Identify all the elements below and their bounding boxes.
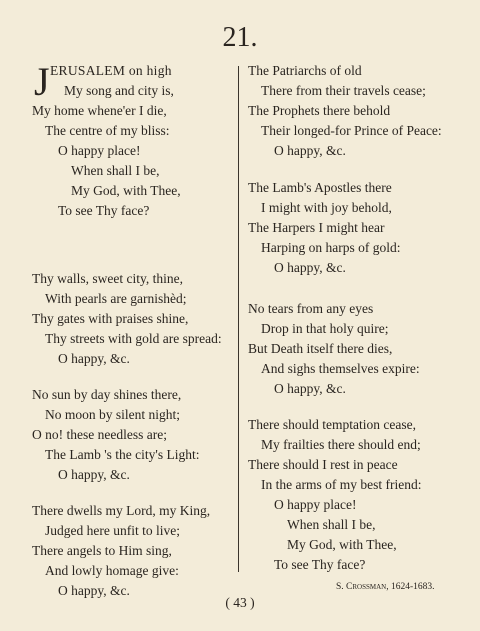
verse-line: O no! these needless are;: [32, 427, 167, 442]
verse-line: My song and city is,: [64, 83, 174, 98]
verse-line: O happy, &c.: [58, 467, 130, 482]
column-divider: [238, 66, 239, 572]
verse-line: The Harpers I might hear: [248, 220, 385, 235]
verse-line: There dwells my Lord, my King,: [32, 503, 211, 518]
verse-line: Judged here unfit to live;: [45, 523, 180, 538]
verse-line: But Death itself there dies,: [248, 341, 393, 356]
verse-line: To see Thy face?: [58, 203, 150, 218]
verse-line: O happy, &c.: [274, 381, 346, 396]
verse-line: There angels to Him sing,: [32, 543, 172, 558]
verse-line: The Patriarchs of old: [248, 63, 362, 78]
verse-line: Their longed-for Prince of Peace:: [261, 123, 442, 138]
attribution: [336, 582, 435, 592]
verse-line: There should temptation cease,: [248, 417, 416, 432]
attribution-dates: , 1624-1683.: [386, 582, 435, 592]
attribution-author: S. Crossman: [336, 582, 387, 592]
verse-line: The Lamb's Apostles there: [248, 180, 392, 195]
verse-line: O happy, &c.: [274, 143, 346, 158]
verse-line: There should I rest in peace: [248, 457, 398, 472]
verse-line: O happy, &c.: [58, 351, 130, 366]
verse-line: There from their travels cease;: [261, 83, 426, 98]
verse-line: Thy streets with gold are spread:: [45, 331, 222, 346]
verse-line: No tears from any eyes: [248, 301, 374, 316]
verse-line: And lowly homage give:: [45, 563, 179, 578]
verse-line: With pearls are garnishèd;: [45, 291, 187, 306]
verse-line: The Prophets there behold: [248, 103, 391, 118]
verse-line: In the arms of my best friend:: [261, 477, 422, 492]
verse-line: The centre of my bliss:: [45, 123, 170, 138]
page-number: ( 43 ): [225, 595, 255, 610]
verse-line: My God, with Thee,: [287, 537, 397, 552]
verse-line: My home whene'er I die,: [32, 103, 167, 118]
verse-line: Drop in that holy quire;: [261, 321, 389, 336]
verse-line: To see Thy face?: [274, 557, 366, 572]
verse-line: The Lamb 's the city's Light:: [45, 447, 200, 462]
verse-line: O happy place!: [58, 143, 141, 158]
verse-line: ERUSALEM on high: [50, 63, 172, 78]
verse-line: Harping on harps of gold:: [261, 240, 401, 255]
verse-line: O happy place!: [274, 497, 357, 512]
verse-line: O happy, &c.: [58, 583, 130, 598]
verse-line: No moon by silent night;: [45, 407, 180, 422]
hymn-number: 21.: [222, 22, 258, 53]
verse-line: Thy gates with praises shine,: [32, 311, 189, 326]
verse-line: Thy walls, sweet city, thine,: [32, 271, 183, 286]
verse-line: O happy, &c.: [274, 260, 346, 275]
dropcap: J: [34, 59, 50, 104]
verse-line: No sun by day shines there,: [32, 387, 182, 402]
verse-line: My God, with Thee,: [71, 183, 181, 198]
verse-line: My frailties there should end;: [261, 437, 421, 452]
verse-line: When shall I be,: [71, 163, 160, 178]
verse-line: And sighs themselves expire:: [261, 361, 420, 376]
verse-line: I might with joy behold,: [261, 200, 392, 215]
verse-line: When shall I be,: [287, 517, 376, 532]
